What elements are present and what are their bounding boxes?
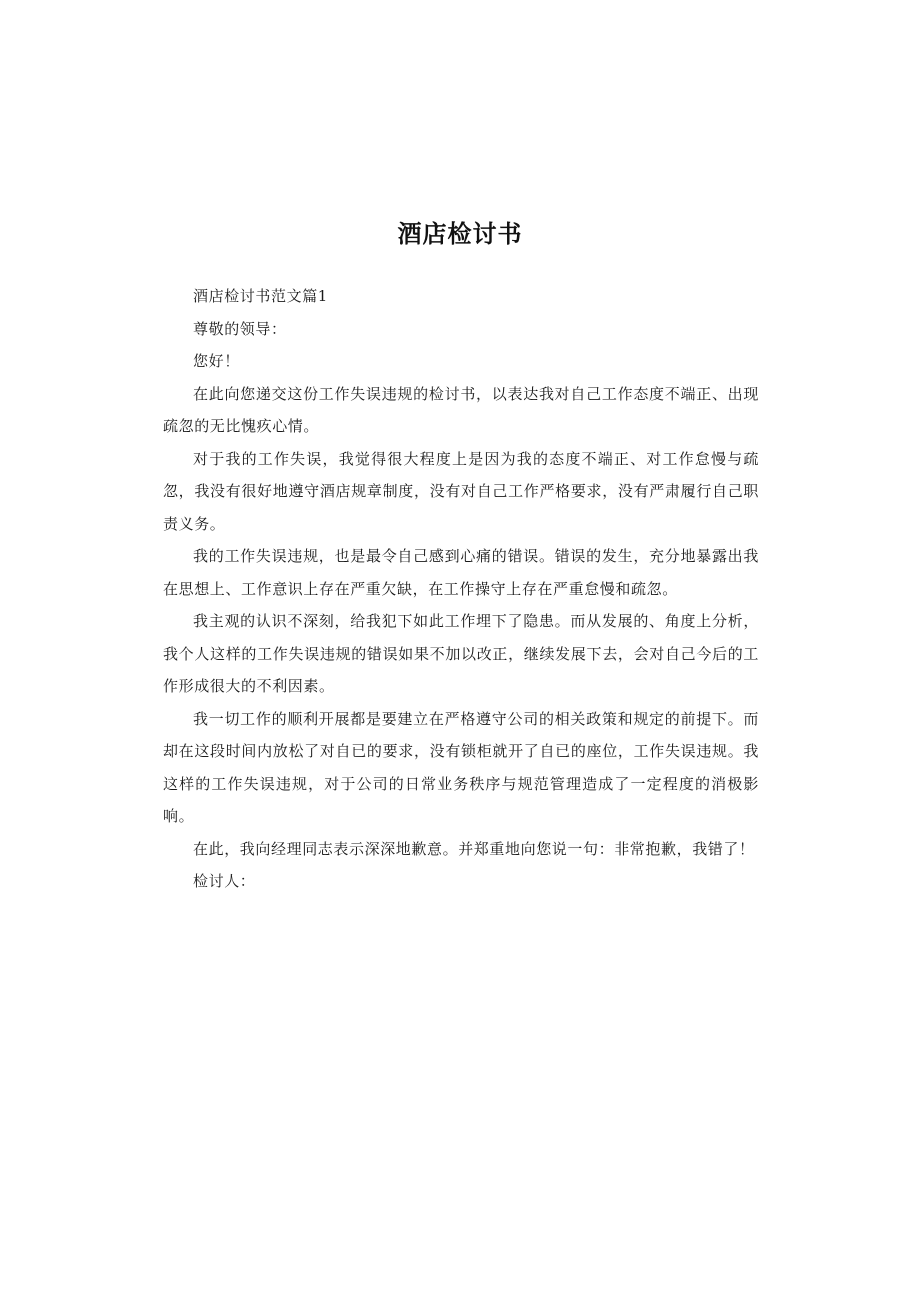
paragraph-signature: 检讨人： xyxy=(193,872,256,890)
paragraph: 我主观的认识不深刻，给我犯下如此工作埋下了隐患。而从发展的、角度上分析，我个人这样的工作失误违规的错误如果不加以改正，继续发展下去，会对自己今后的工作形成很大的不利因素。 xyxy=(163,612,759,695)
paragraph: 我一切工作的顺利开展都是要建立在严格遵守公司的相关政策和规定的前提下。而却在这段时间内放松了对自已的要求，没有锁柜就开了自已的座位，工作失误违规。我这样的工作失误违规，对于公司的日常业务秩序与规范管理造成了一定程度的消极影响。 xyxy=(163,709,759,825)
paragraph: 在此向您递交这份工作失误违规的检讨书，以表达我对自己工作态度不端正、出现疏忽的无比愧疚心情。 xyxy=(163,384,759,435)
paragraph: 对于我的工作失误，我觉得很大程度上是因为我的态度不端正、对工作怠慢与疏忽，我没有很好地遵守酒店规章制度，没有对自己工作严格要求，没有严肃履行自己职责义务。 xyxy=(163,449,759,533)
document-title: 酒店检讨书 xyxy=(397,220,523,248)
paragraph: 在此，我向经理同志表示深深地歉意。并郑重地向您说一句：非常抱歉，我错了！ xyxy=(193,839,755,858)
paragraph-greeting: 您好！ xyxy=(193,352,240,370)
document-body xyxy=(163,280,759,898)
paragraph-subtitle: 酒店检讨书范文篇1 xyxy=(193,287,328,305)
paragraph-salutation: 尊敬的领导： xyxy=(193,319,287,338)
paragraph: 我的工作失误违规，也是最令自己感到心痛的错误。错误的发生，充分地暴露出我在思想上、工作意识上存在严重欠缺，在工作操守上存在严重怠慢和疏忽。 xyxy=(163,547,759,598)
